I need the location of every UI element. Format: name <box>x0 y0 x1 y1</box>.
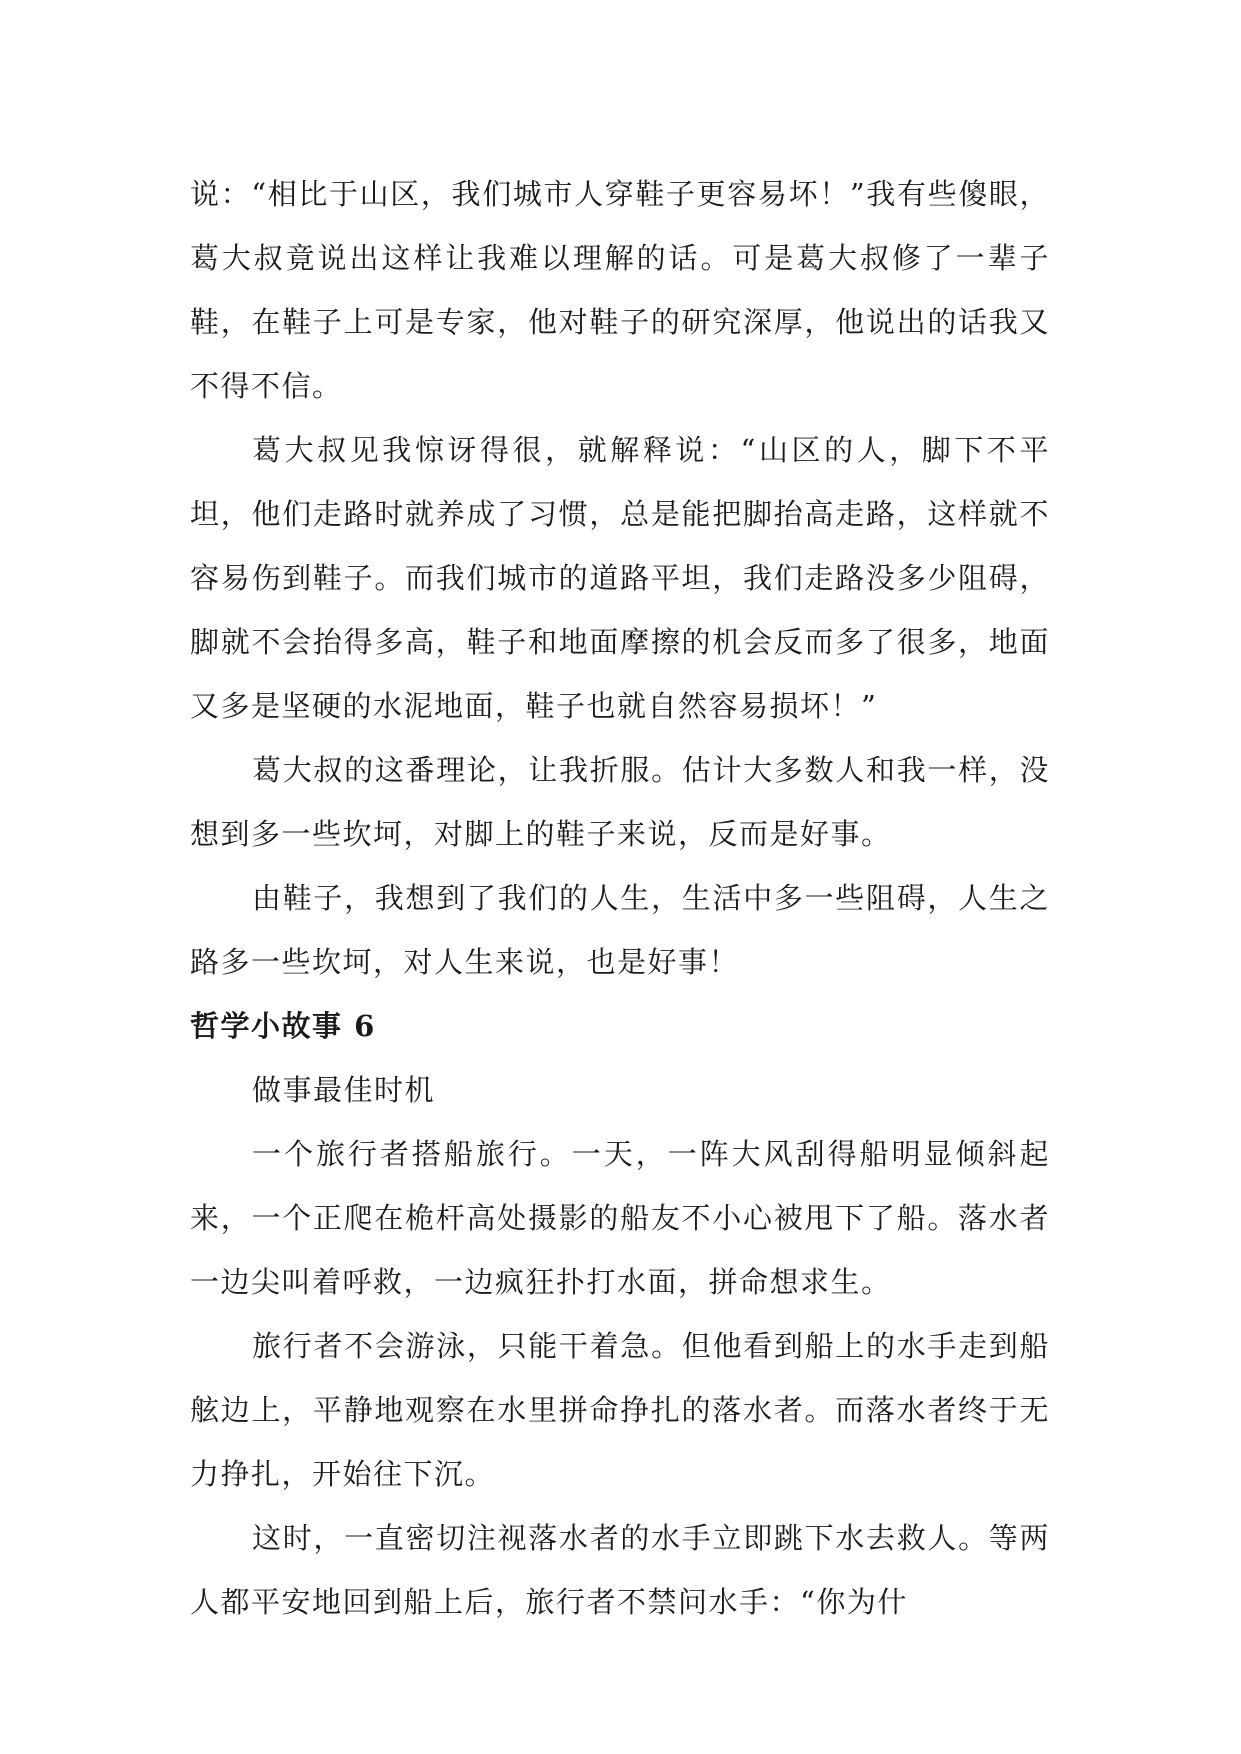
paragraph-2: 葛大叔见我惊讶得很，就解释说：“山区的人，脚下不平坦，他们走路时就养成了习惯，总是能把脚抬高走路，这样就不容易伤到鞋子。而我们城市的道路平坦，我们走路没多少阻碍，脚就不会抬得多高，鞋子和地面摩擦的机会反而多了很多，地面又多是坚硬的水泥地面，鞋子也就自然容易损坏！” <box>190 433 1050 723</box>
paragraph-6: 旅行者不会游泳，只能干着急。但他看到船上的水手走到船舷边上，平静地观察在水里拼命挣扎的落水者。而落水者终于无力挣扎，开始往下沉。 <box>190 1329 1050 1491</box>
section-heading: 哲学小故事 6 <box>190 1009 376 1043</box>
story-title: 做事最佳时机 <box>252 1073 436 1107</box>
paragraph-1: 说：“相比于山区，我们城市人穿鞋子更容易坏！”我有些傻眼，葛大叔竟说出这样让我难以理解的话。可是葛大叔修了一辈子鞋，在鞋子上可是专家，他对鞋子的研究深厚，他说出的话我又不得不信。 <box>190 177 1050 403</box>
paragraph-4: 由鞋子，我想到了我们的人生，生活中多一些阻碍，人生之路多一些坎坷，对人生来说，也是好事！ <box>190 881 1050 979</box>
paragraph-3: 葛大叔的这番理论，让我折服。估计大多数人和我一样，没想到多一些坎坷，对脚上的鞋子来说，反而是好事。 <box>190 753 1050 851</box>
paragraph-5: 一个旅行者搭船旅行。一天，一阵大风刮得船明显倾斜起来，一个正爬在桅杆高处摄影的船友不小心被甩下了船。落水者一边尖叫着呼救，一边疯狂扑打水面，拼命想求生。 <box>190 1137 1050 1299</box>
paragraph-7: 这时，一直密切注视落水者的水手立即跳下水去救人。等两人都平安地回到船上后，旅行者不禁问水手：“你为什 <box>190 1521 1050 1619</box>
document-body <box>190 162 1050 1634</box>
